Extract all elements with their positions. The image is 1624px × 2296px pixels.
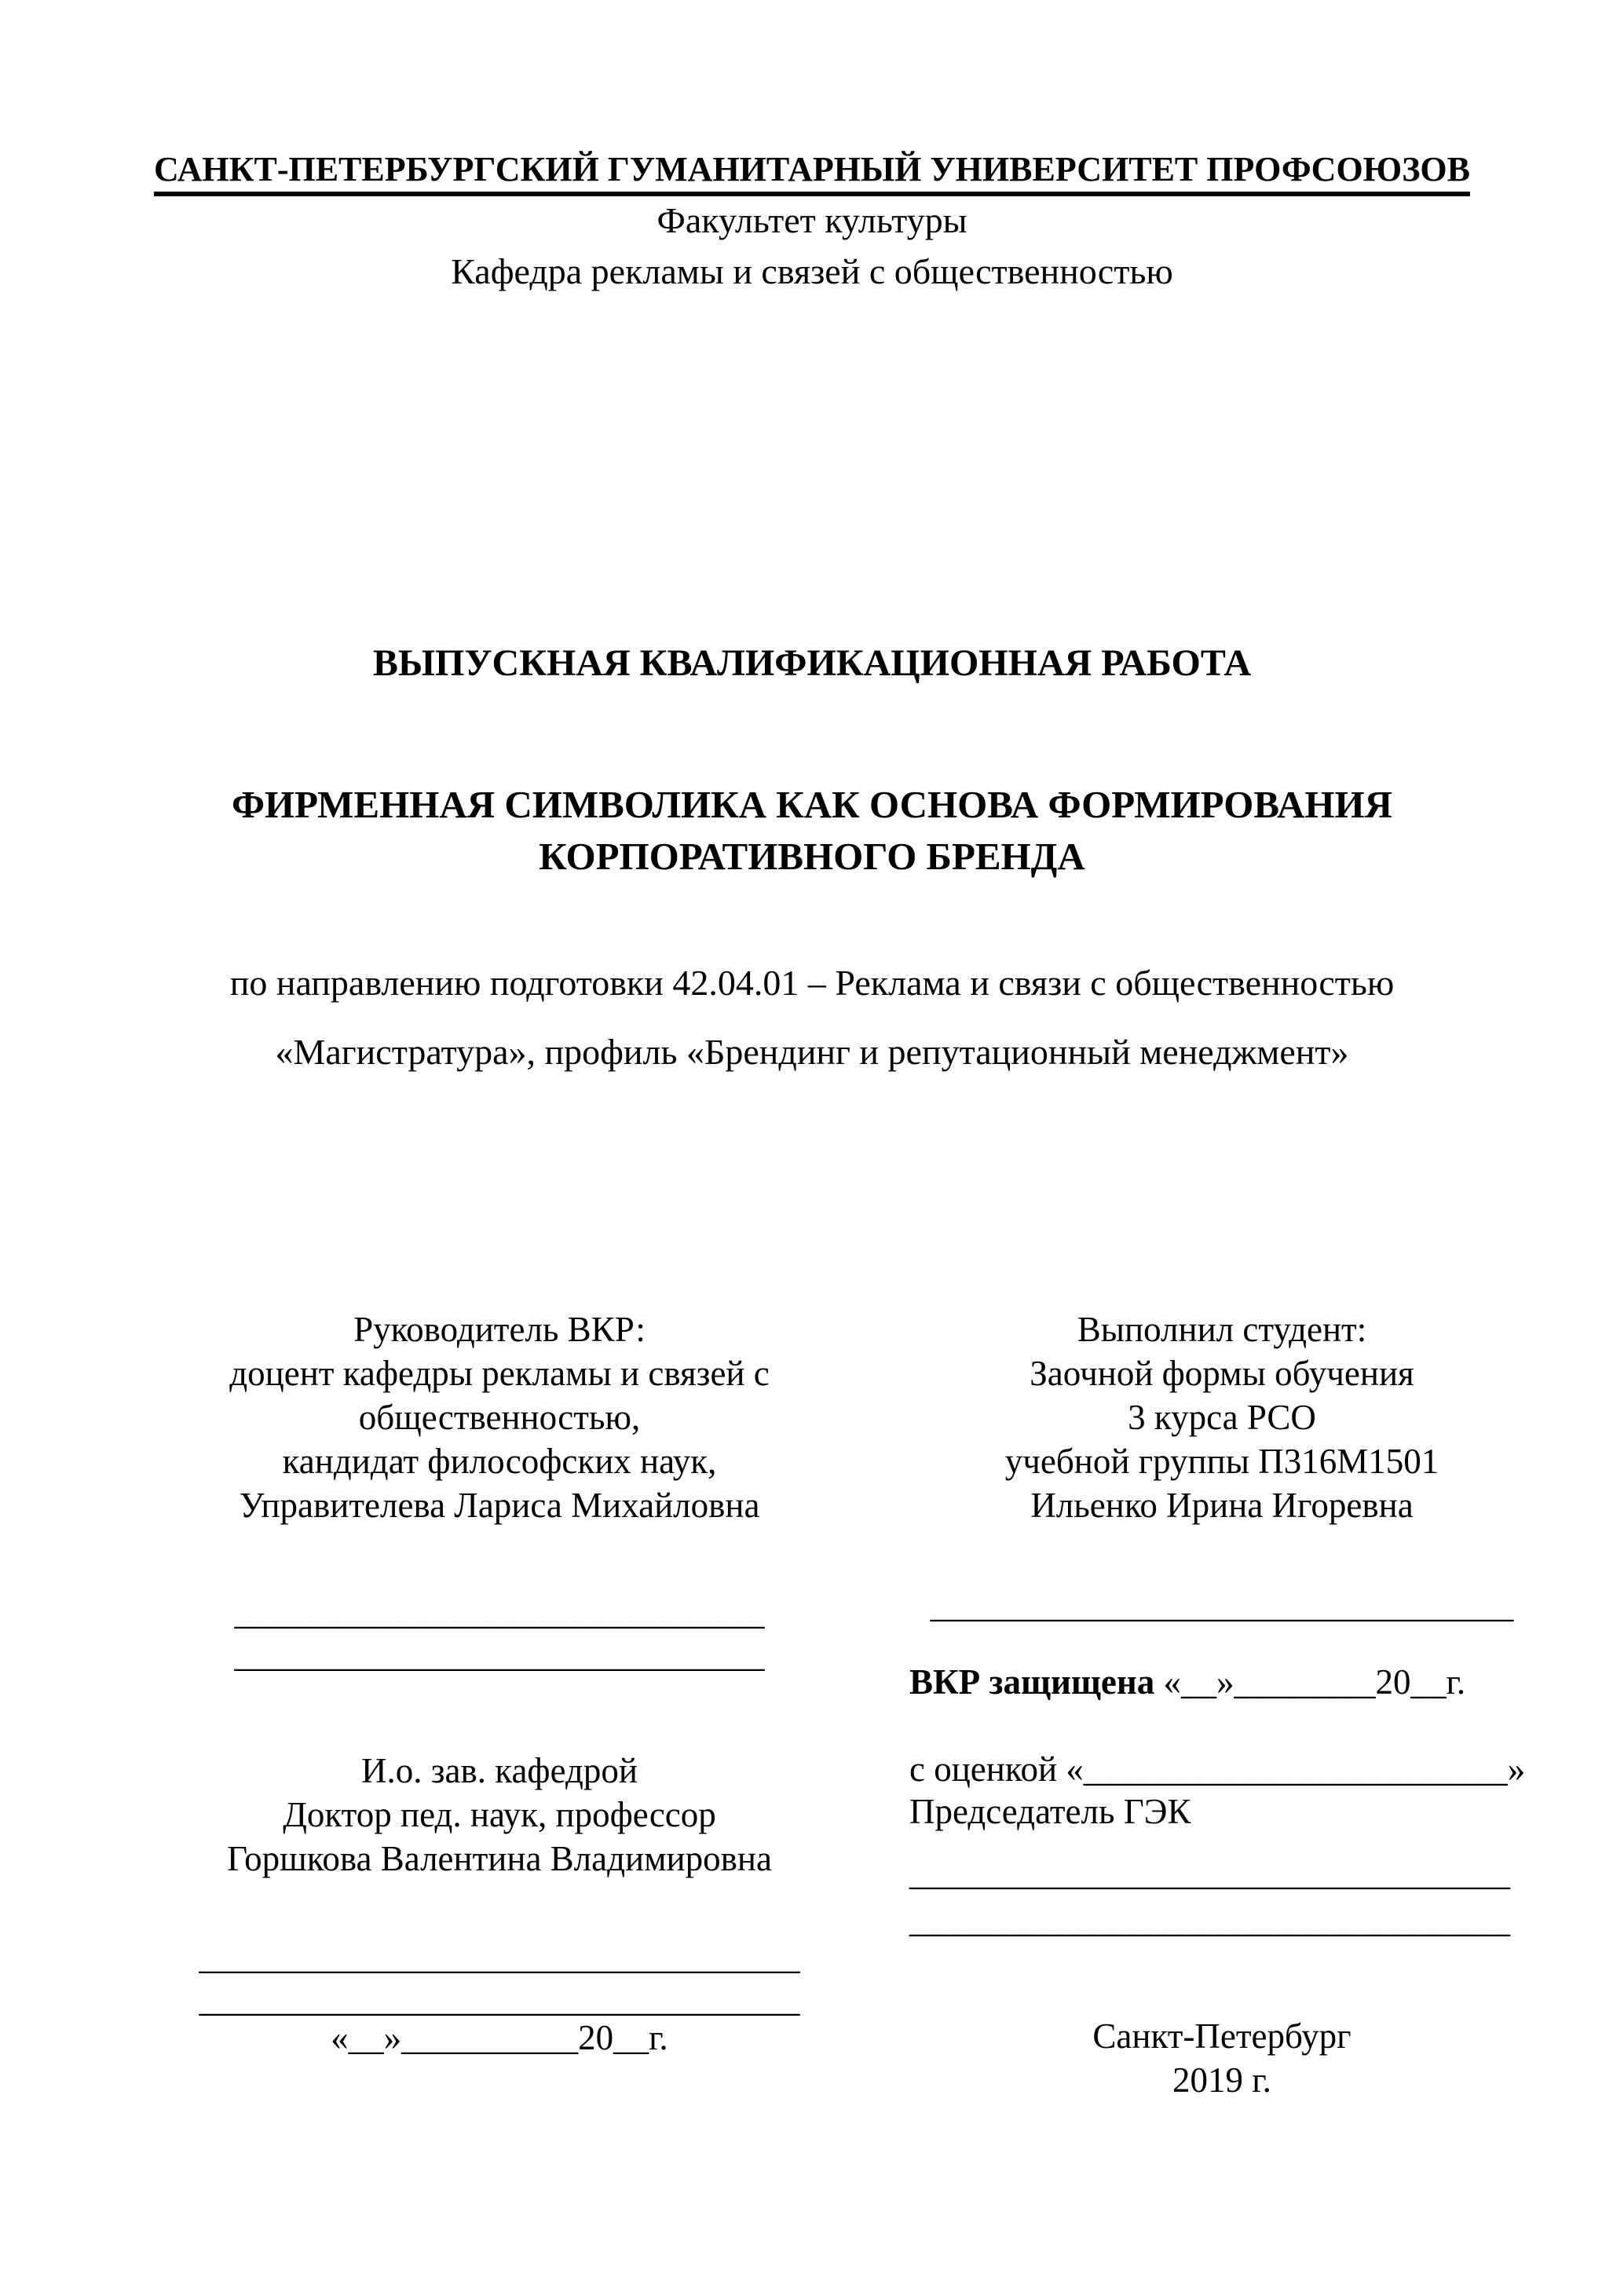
student-group: учебной группы П316М1501 [1004, 1442, 1439, 1481]
advisor-block [146, 1307, 853, 1527]
thesis-title-line1: ФИРМЕННАЯ СИМВОЛИКА КАК ОСНОВА ФОРМИРОВАНИЯ [231, 783, 1393, 826]
signature-line: ______________________________ [234, 1592, 765, 1632]
chairman-signature-line1 [909, 1851, 1600, 1895]
gek-chairman-label: Председатель ГЭК [909, 1792, 1191, 1831]
head-title: И.о. зав. кафедрой [361, 1751, 638, 1790]
signature-line: ______________________________ [234, 1635, 765, 1674]
institution-header [97, 144, 1527, 297]
head-signature-lines [146, 1936, 853, 2020]
advisor-signature-lines [146, 1591, 853, 1676]
head-date-line [146, 2016, 853, 2060]
student-course: 3 курса РСО [1128, 1398, 1316, 1437]
city-name: Санкт-Петербург [1092, 2016, 1352, 2056]
defended-label: ВКР защищена [909, 1662, 1155, 1702]
signature-line: __________________________________ [909, 1853, 1510, 1892]
head-degree: Доктор пед. наук, профессор [283, 1795, 716, 1834]
student-signature-line [869, 1583, 1575, 1627]
student-study-form: Заочной формы обучения [1030, 1354, 1414, 1393]
defended-date-blank: «__»________20__г. [1154, 1662, 1466, 1702]
signature-line: _________________________________ [930, 1585, 1514, 1625]
year-label: 2019 г. [1172, 2060, 1271, 2100]
head-name: Горшкова Валентина Владимировна [227, 1839, 772, 1878]
advisor-position-line1: доцент кафедры рекламы и связей с [229, 1354, 770, 1393]
student-name: Ильенко Ирина Игоревна [1030, 1486, 1414, 1525]
signature-line: __________________________________ [199, 1937, 800, 1976]
advisor-name: Управителева Лариса Михайловна [239, 1486, 760, 1525]
advisor-position-line2: общественностью, [358, 1398, 641, 1437]
thesis-title [97, 779, 1527, 883]
department-name: Кафедра рекламы и связей с общественностью [451, 251, 1173, 291]
department-head-block [146, 1749, 853, 1881]
defense-date-line [909, 1660, 1600, 1704]
chairman-signature-line2 [909, 1898, 1600, 1942]
advisor-degree: кандидат философских наук, [282, 1442, 717, 1481]
advisor-heading: Руководитель ВКР: [353, 1310, 646, 1349]
grade-blank: с оценкой «________________________» [909, 1749, 1526, 1789]
faculty-name: Факультет культуры [657, 200, 967, 240]
signature-line: __________________________________ [909, 1900, 1510, 1940]
grade-line [909, 1747, 1600, 1791]
signature-line: __________________________________ [199, 1980, 800, 2019]
student-block [869, 1307, 1575, 1527]
footer-block [869, 2014, 1575, 2102]
program-profile: «Магистратура», профиль «Брендинг и репутационный менеджмент» [275, 1032, 1349, 1072]
university-name: САНКТ-ПЕТЕРБУРГСКИЙ ГУМАНИТАРНЫЙ УНИВЕРСИТЕТ ПРОФСОЮЗОВ [153, 150, 1471, 188]
program-block [97, 949, 1527, 1087]
program-direction: по направлению подготовки 42.04.01 – Реклама и связи с общественностью [229, 963, 1395, 1003]
student-heading: Выполнил студент: [1077, 1310, 1367, 1349]
work-type-title: ВЫПУСКНАЯ КВАЛИФИКАЦИОННАЯ РАБОТА [372, 642, 1252, 684]
thesis-title-line2: КОРПОРАТИВНОГО БРЕНДА [539, 835, 1085, 878]
date-blank-line: «__»__________20__г. [331, 2018, 668, 2057]
